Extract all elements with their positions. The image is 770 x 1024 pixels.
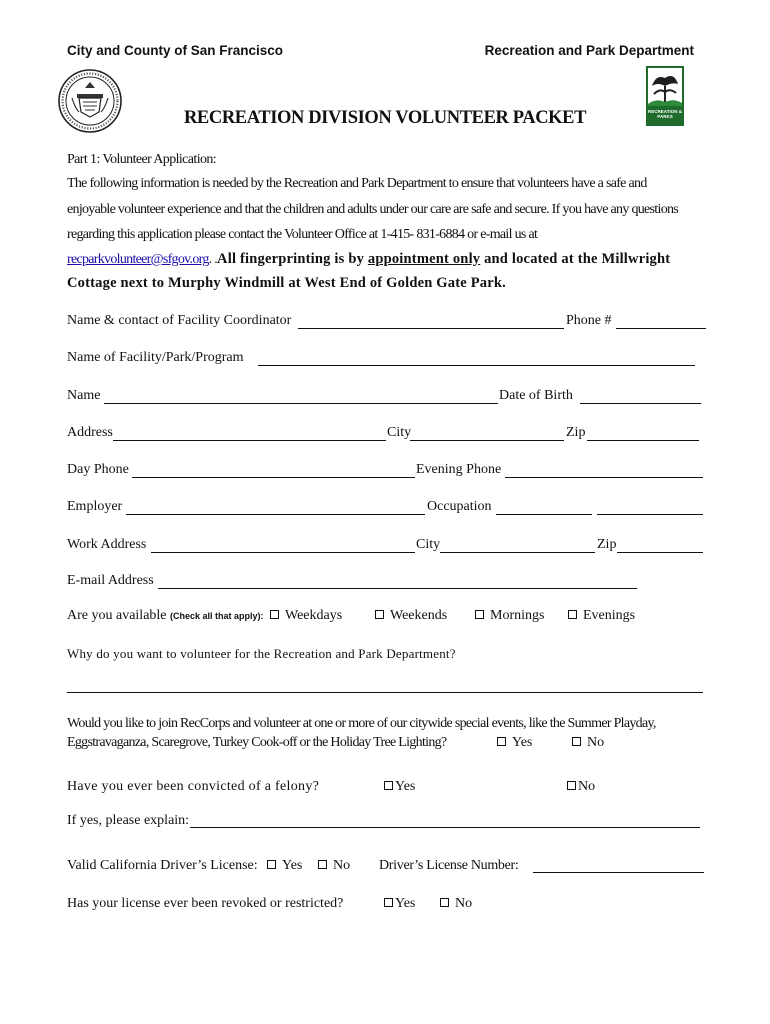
zip-label: Zip <box>566 425 586 440</box>
weekdays-option[interactable] <box>270 608 342 624</box>
reccorps-no-option[interactable] <box>572 735 604 751</box>
phone-label: Phone # <box>566 313 612 328</box>
checkbox-weekdays[interactable] <box>270 610 279 619</box>
day-phone-label: Day Phone <box>67 462 129 477</box>
fingerprint-note-2: and located at the Millwright <box>480 251 671 267</box>
work-address-label: Work Address <box>67 537 147 552</box>
facility-coordinator-field[interactable] <box>298 328 564 329</box>
weekends-option[interactable] <box>375 608 447 624</box>
city-label: City <box>387 425 412 440</box>
address-label: Address <box>67 425 113 440</box>
facility-coordinator-label: Name & contact of Facility Coordinator <box>67 313 292 328</box>
day-phone-field[interactable] <box>132 477 415 478</box>
email-field[interactable] <box>158 588 637 589</box>
license-number-field[interactable] <box>533 872 704 873</box>
phone-field[interactable] <box>616 328 706 329</box>
checkbox-license-yes[interactable] <box>267 860 276 869</box>
work-zip-field[interactable] <box>617 552 703 553</box>
license-no-option[interactable] <box>318 858 350 874</box>
employer-label: Employer <box>67 499 123 514</box>
volunteer-email-link[interactable]: recparkvolunteer@sfgov.org <box>67 252 209 267</box>
availability-label: Are you available <box>67 608 167 623</box>
checkbox-license-no[interactable] <box>318 860 327 869</box>
license-question: Valid California Driver’s License: <box>67 858 258 873</box>
occupation-label: Occupation <box>427 499 492 514</box>
checkbox-mornings[interactable] <box>475 610 484 619</box>
felony-yes-option[interactable] <box>384 779 415 795</box>
work-city-label: City <box>416 537 441 552</box>
mornings-label: Mornings <box>490 608 545 623</box>
intro-line-2: enjoyable volunteer experience and that the children and adults under our care are safe and secure. If you have any questions <box>67 202 679 217</box>
section-heading: Part 1: Volunteer Application: <box>67 152 217 167</box>
revoked-yes-label: Yes <box>395 896 416 911</box>
felony-no-label: No <box>578 779 596 794</box>
name-field[interactable] <box>104 403 498 404</box>
felony-question: Have you ever been convicted of a felony? <box>67 779 320 794</box>
checkbox-weekends[interactable] <box>375 610 384 619</box>
revoked-yes-option[interactable] <box>384 896 415 912</box>
evening-phone-field[interactable] <box>505 477 703 478</box>
weekends-label: Weekends <box>390 608 448 623</box>
intro-line-1: The following information is needed by the Recreation and Park Department to ensure that volunteers have a safe and <box>67 176 647 191</box>
reccorps-line-2: Eggstravaganza, Scaregrove, Turkey Cook-off or the Holiday Tree Lighting? <box>67 735 447 750</box>
page-title: RECREATION DIVISION VOLUNTEER PACKET <box>183 108 587 128</box>
felony-yes-label: Yes <box>395 779 416 794</box>
why-question: Why do you want to volunteer for the Recreation and Park Department? <box>67 646 456 661</box>
evening-phone-label: Evening Phone <box>416 462 502 477</box>
employer-field[interactable] <box>126 514 425 515</box>
evenings-label: Evenings <box>583 608 636 623</box>
checkbox-revoked-no[interactable] <box>440 898 449 907</box>
checkbox-evenings[interactable] <box>568 610 577 619</box>
facility-field[interactable] <box>258 365 695 366</box>
checkbox-felony-no[interactable] <box>567 781 576 790</box>
name-label: Name <box>67 388 101 403</box>
header-right: Recreation and Park Department <box>484 43 694 58</box>
license-no-label: No <box>333 858 351 873</box>
fingerprint-note-1: All fingerprinting is by <box>217 251 368 267</box>
explain-field[interactable] <box>190 827 700 828</box>
revoked-no-option[interactable] <box>440 896 472 912</box>
revoked-question: Has your license ever been revoked or restricted? <box>67 896 344 911</box>
dob-label: Date of Birth <box>499 388 573 403</box>
availability-row <box>67 608 264 624</box>
weekdays-label: Weekdays <box>285 608 343 623</box>
license-yes-label: Yes <box>282 858 303 873</box>
address-field[interactable] <box>113 440 386 441</box>
city-field[interactable] <box>410 440 564 441</box>
intro-line-3: regarding this application please contact the Volunteer Office at 1-415- 831-6884 or e-mail us at <box>67 227 538 242</box>
checkbox-felony-yes[interactable] <box>384 781 393 790</box>
checkbox-revoked-yes[interactable] <box>384 898 393 907</box>
work-zip-label: Zip <box>597 537 617 552</box>
occupation-field[interactable] <box>496 514 592 515</box>
zip-field[interactable] <box>587 440 699 441</box>
reccorps-yes-label: Yes <box>512 735 533 750</box>
revoked-no-label: No <box>455 896 473 911</box>
facility-label: Name of Facility/Park/Program <box>67 350 244 365</box>
after-email: . . <box>208 252 218 267</box>
explain-label: If yes, please explain: <box>67 813 190 828</box>
why-answer-field[interactable] <box>67 692 703 693</box>
appointment-only: appointment only <box>367 251 481 267</box>
dob-field[interactable] <box>580 403 701 404</box>
checkbox-reccorps-yes[interactable] <box>497 737 506 746</box>
reccorps-line-1: Would you like to join RecCorps and volunteer at one or more of our citywide special events, like the Summer Playday, <box>67 716 656 731</box>
license-yes-option[interactable] <box>267 858 302 874</box>
license-number-label: Driver’s License Number: <box>379 858 519 873</box>
evenings-option[interactable] <box>568 608 635 624</box>
work-address-field[interactable] <box>151 552 415 553</box>
header-left: City and County of San Francisco <box>67 43 284 58</box>
felony-no-option[interactable] <box>567 779 595 795</box>
occupation-field-extra[interactable] <box>597 514 703 515</box>
mornings-option[interactable] <box>475 608 544 624</box>
availability-hint: (Check all that apply): <box>170 611 264 621</box>
checkbox-reccorps-no[interactable] <box>572 737 581 746</box>
reccorps-no-label: No <box>587 735 605 750</box>
work-city-field[interactable] <box>440 552 595 553</box>
reccorps-yes-option[interactable] <box>497 735 532 751</box>
email-label: E-mail Address <box>67 573 154 588</box>
intro-line-4 <box>67 250 670 268</box>
logo-text: RECREATION & PARKS <box>648 109 682 119</box>
intro-line-5: Cottage next to Murphy Windmill at West End of Golden Gate Park. <box>67 275 506 291</box>
